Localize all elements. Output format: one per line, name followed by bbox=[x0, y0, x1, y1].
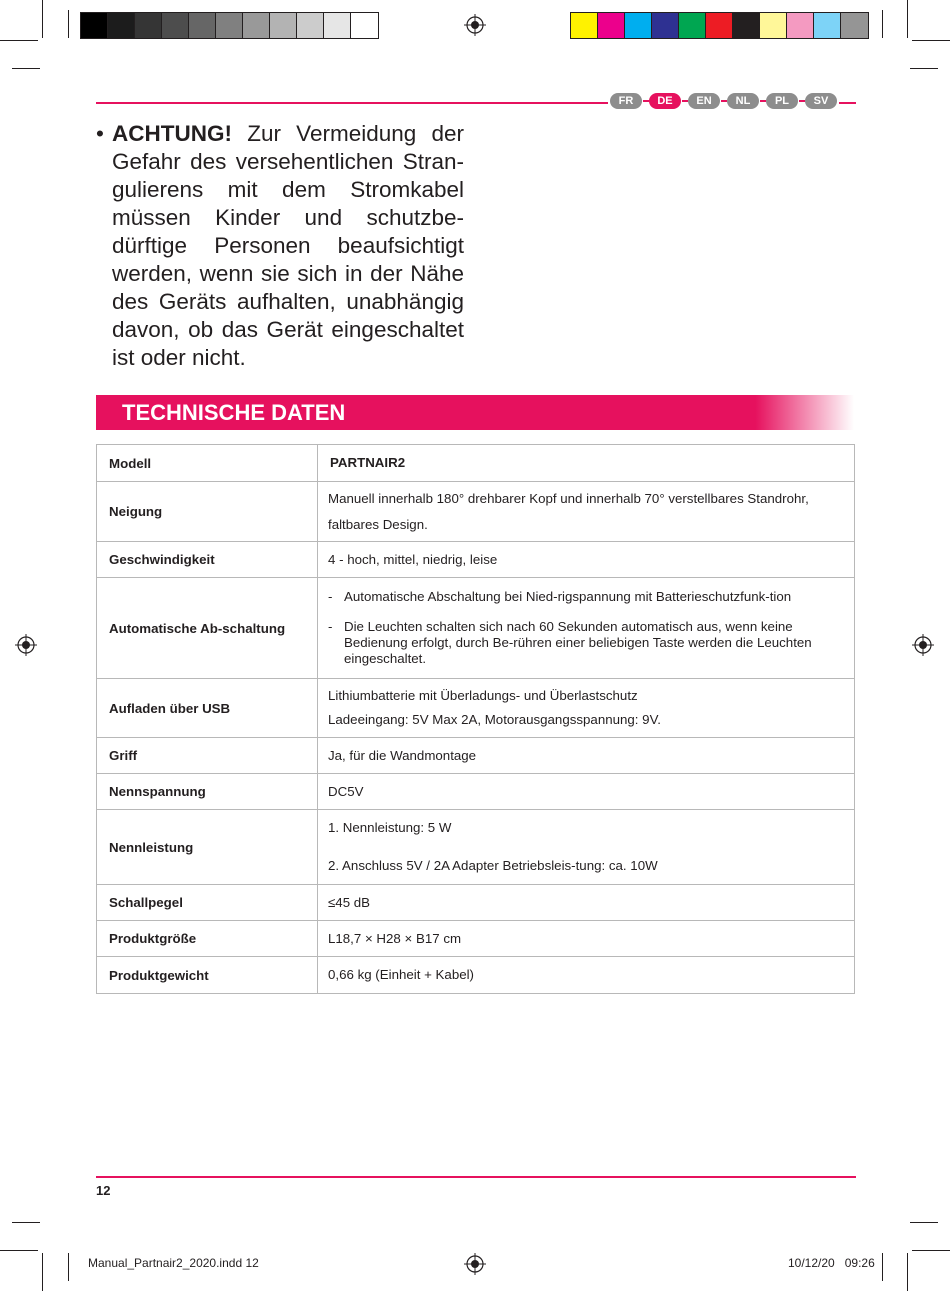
color-swatch bbox=[841, 13, 868, 38]
spec-label: Aufladen über USB bbox=[97, 679, 318, 738]
date-slug bbox=[788, 1256, 875, 1270]
spec-value bbox=[318, 482, 855, 542]
spec-line: Manuell innerhalb 180° drehbarer Kopf und innerhalb 70° verstellbares Standrohr, bbox=[328, 490, 809, 506]
table-row bbox=[97, 679, 855, 738]
section-title: TECHNISCHE DATEN bbox=[122, 400, 346, 425]
spec-label: Neigung bbox=[97, 482, 318, 542]
color-swatch bbox=[162, 13, 189, 38]
process-color-bar bbox=[570, 12, 869, 39]
table-row bbox=[97, 921, 855, 957]
spec-value bbox=[318, 810, 855, 885]
color-swatch bbox=[787, 13, 814, 38]
table-row bbox=[97, 578, 855, 679]
table-row bbox=[97, 542, 855, 578]
color-swatch bbox=[270, 13, 297, 38]
spec-value: 0,66 kg (Einheit + Kabel) bbox=[318, 957, 855, 994]
spec-label: Griff bbox=[97, 738, 318, 774]
table-row bbox=[97, 445, 855, 482]
color-swatch bbox=[652, 13, 679, 38]
language-selector bbox=[608, 93, 839, 109]
color-swatch bbox=[625, 13, 652, 38]
spec-label: Geschwindigkeit bbox=[97, 542, 318, 578]
table-row bbox=[97, 810, 855, 885]
spec-value: 4 - hoch, mittel, niedrig, leise bbox=[318, 542, 855, 578]
file-slug: Manual_Partnair2_2020.indd 12 bbox=[88, 1256, 259, 1270]
color-swatch bbox=[598, 13, 625, 38]
color-swatch bbox=[324, 13, 351, 38]
bullet-marker: • bbox=[96, 121, 104, 146]
page-number: 12 bbox=[96, 1183, 111, 1198]
table-row bbox=[97, 738, 855, 774]
color-swatch bbox=[135, 13, 162, 38]
spec-value: ≤45 dB bbox=[318, 885, 855, 921]
color-swatch bbox=[760, 13, 787, 38]
list-item: - Automatische Abschaltung bei Nied-rigspannung mit Batterieschutzfunk-tion bbox=[328, 589, 844, 605]
spec-line: 1. Nennleistung: 5 W bbox=[328, 820, 452, 835]
language-pill-en[interactable]: EN bbox=[688, 93, 720, 109]
spec-label: Nennleistung bbox=[97, 810, 318, 885]
color-swatch bbox=[108, 13, 135, 38]
color-swatch bbox=[351, 13, 378, 38]
spec-value: DC5V bbox=[318, 774, 855, 810]
color-swatch bbox=[216, 13, 243, 38]
language-pill-pl[interactable]: PL bbox=[766, 93, 798, 109]
table-row bbox=[97, 885, 855, 921]
spec-value: PARTNAIR2 bbox=[318, 445, 855, 482]
language-pill-nl[interactable]: NL bbox=[727, 93, 759, 109]
color-swatch bbox=[571, 13, 598, 38]
spec-label: Modell bbox=[97, 445, 318, 482]
spec-value: Ja, für die Wandmontage bbox=[318, 738, 855, 774]
spec-line: Lithiumbatterie mit Überladungs- und Überlastschutz bbox=[328, 688, 638, 703]
spec-value bbox=[318, 578, 855, 679]
color-swatch bbox=[81, 13, 108, 38]
language-pill-de[interactable]: DE bbox=[649, 93, 681, 109]
table-row bbox=[97, 957, 855, 994]
color-swatch bbox=[243, 13, 270, 38]
spec-label: Automatische Ab-schaltung bbox=[97, 578, 318, 679]
table-row bbox=[97, 774, 855, 810]
color-swatch bbox=[733, 13, 760, 38]
color-swatch bbox=[814, 13, 841, 38]
registration-target-icon bbox=[464, 14, 486, 36]
slug-time: 09:26 bbox=[844, 1256, 875, 1270]
registration-target-icon bbox=[464, 1253, 486, 1275]
table-row bbox=[97, 482, 855, 542]
language-pill-fr[interactable]: FR bbox=[610, 93, 642, 109]
warning-body: Zur Vermeidung der Gefahr des versehentlichen Stran-gulierens mit dem Stromkabel müssen Kinder und schutzbe-dürftige Personen beaufsichtigt werden, wenn sie sich in der Nähe des Geräts aufhalten, unabhängig davon, ob das Gerät eingeschaltet ist oder nicht. bbox=[112, 121, 464, 370]
color-swatch bbox=[679, 13, 706, 38]
spec-value bbox=[318, 679, 855, 738]
language-pill-sv[interactable]: SV bbox=[805, 93, 837, 109]
spec-value: L18,7 × H28 × B17 cm bbox=[318, 921, 855, 957]
spec-label: Nennspannung bbox=[97, 774, 318, 810]
spec-line: 2. Anschluss 5V / 2A Adapter Betriebsleis-tung: ca. 10W bbox=[328, 858, 658, 873]
registration-target-icon bbox=[15, 634, 37, 656]
spec-line: Ladeeingang: 5V Max 2A, Motorausgangsspannung: 9V. bbox=[328, 712, 661, 727]
gray-color-bar bbox=[80, 12, 379, 39]
list-item: - Die Leuchten schalten sich nach 60 Sekunden automatisch aus, wenn keine Bedienung erfolgt, durch Be-rühren einer beliebigen Taste werden die Leuchten eingeschaltet. bbox=[328, 619, 844, 667]
warning-paragraph bbox=[96, 120, 464, 372]
slug-date: 10/12/20 bbox=[788, 1256, 835, 1270]
footer-rule bbox=[96, 1176, 856, 1178]
color-swatch bbox=[189, 13, 216, 38]
section-header bbox=[96, 395, 854, 430]
spec-line: faltbares Design. bbox=[328, 516, 428, 532]
color-swatch bbox=[297, 13, 324, 38]
spec-table bbox=[96, 444, 855, 994]
warning-lead: ACHTUNG! bbox=[112, 121, 232, 146]
spec-label: Schallpegel bbox=[97, 885, 318, 921]
warning-text bbox=[112, 120, 464, 372]
spec-label: Produktgröße bbox=[97, 921, 318, 957]
color-swatch bbox=[706, 13, 733, 38]
registration-target-icon bbox=[912, 634, 934, 656]
spec-label: Produktgewicht bbox=[97, 957, 318, 994]
